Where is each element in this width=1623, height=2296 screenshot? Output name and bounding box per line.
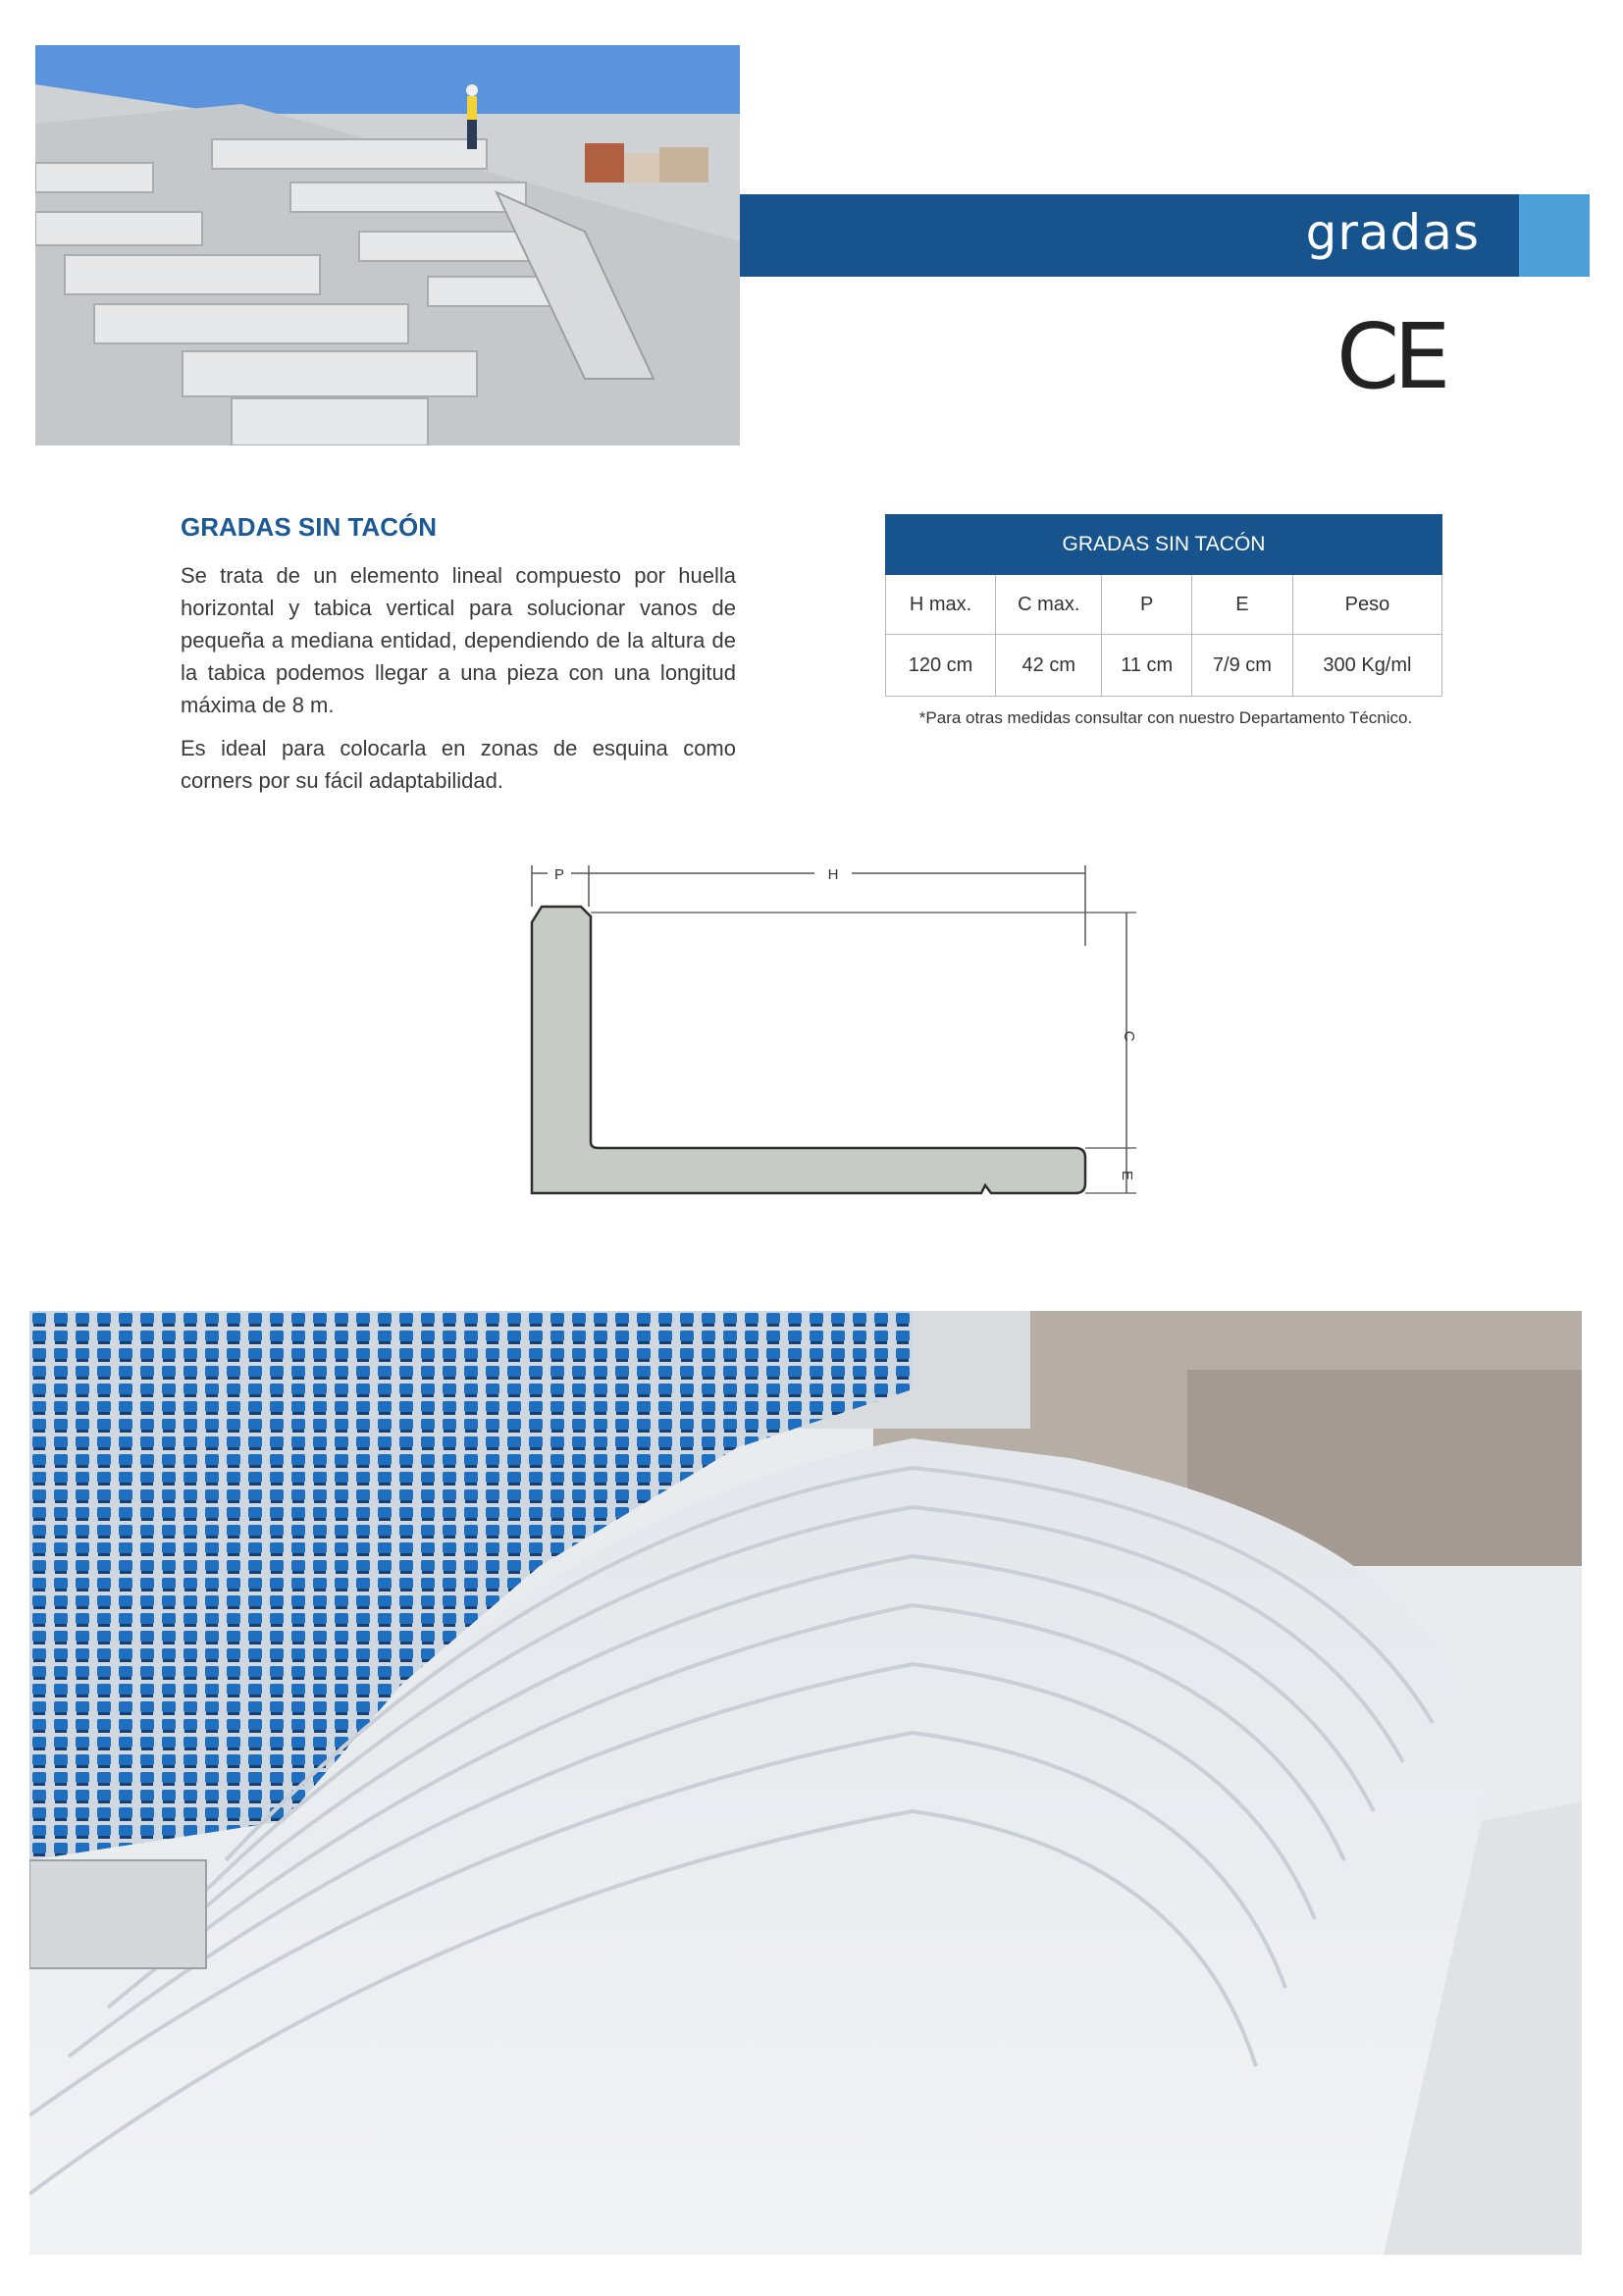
dimension-label-h: H bbox=[827, 866, 839, 883]
spec-table-header-row bbox=[886, 575, 1442, 635]
value-p: 11 cm bbox=[1102, 635, 1191, 697]
dimension-label-e: E bbox=[1119, 1170, 1135, 1181]
dimension-label-c: C bbox=[1121, 1030, 1137, 1042]
top-photo-illustration bbox=[35, 45, 740, 445]
spec-table-title: GRADAS SIN TACÓN bbox=[886, 515, 1442, 575]
spec-table-value-row bbox=[886, 635, 1442, 697]
banner-title: gradas bbox=[1305, 204, 1480, 261]
header-h-max: H max. bbox=[886, 575, 996, 635]
profile-cross-section-diagram bbox=[520, 848, 1148, 1211]
value-e: 7/9 cm bbox=[1191, 635, 1292, 697]
dimension-label-p: P bbox=[553, 866, 565, 883]
ce-certification-mark: CE bbox=[1336, 304, 1445, 409]
section-heading: GRADAS SIN TACÓN bbox=[181, 512, 437, 542]
bottom-photo-illustration bbox=[29, 1311, 1582, 2255]
description-paragraph: Se trata de un elemento lineal compuesto por huella horizontal y tabica vertical para solucionar vanos de pequeña a mediana entidad, dependiendo de la altura de la tabica podemos llegar a una pieza con una longitud máxima de 8 m. bbox=[181, 563, 736, 717]
header-peso: Peso bbox=[1292, 575, 1441, 635]
header-e: E bbox=[1191, 575, 1292, 635]
section-banner bbox=[740, 194, 1590, 277]
value-h-max: 120 cm bbox=[886, 635, 996, 697]
value-c-max: 42 cm bbox=[996, 635, 1102, 697]
spec-table bbox=[885, 514, 1442, 697]
banner-accent-block bbox=[1519, 194, 1590, 277]
usage-paragraph: Es ideal para colocarla en zonas de esquina como corners por su fácil adaptabilidad. bbox=[181, 736, 736, 793]
header-c-max: C max. bbox=[996, 575, 1102, 635]
table-footnote: *Para otras medidas consultar con nuestro Departamento Técnico. bbox=[918, 708, 1413, 727]
top-photo-grandstand-installation bbox=[35, 45, 740, 445]
spec-table-title-row bbox=[886, 515, 1442, 575]
bottom-photo-stadium-stands bbox=[29, 1311, 1582, 2255]
value-peso: 300 Kg/ml bbox=[1292, 635, 1441, 697]
header-p: P bbox=[1102, 575, 1191, 635]
concrete-l-profile bbox=[532, 907, 1085, 1193]
